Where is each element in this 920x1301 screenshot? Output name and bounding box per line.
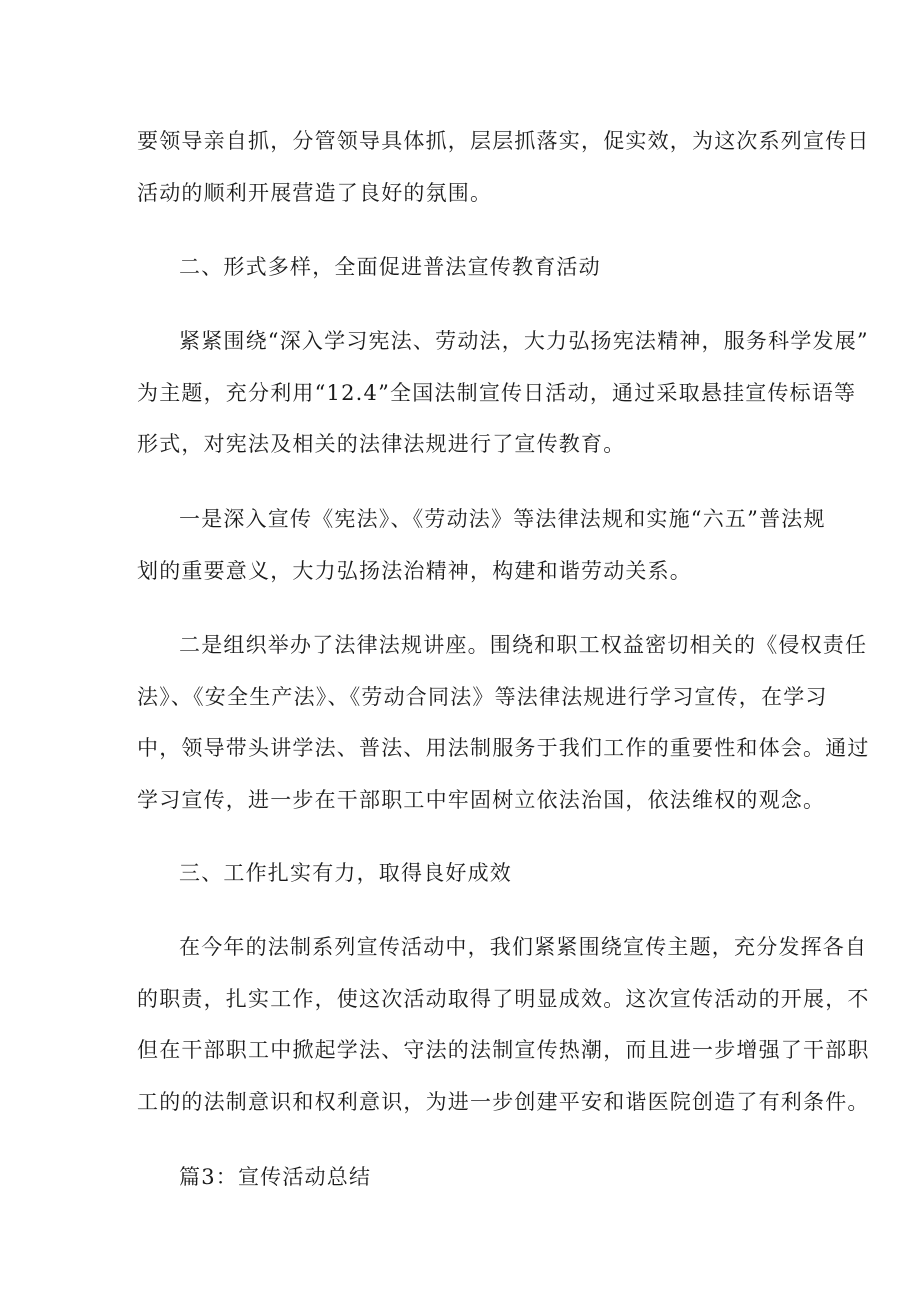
section-heading-3: 三、工作扎实有力，取得良好成效: [179, 861, 512, 885]
paragraph-line: 的职责，扎实工作，使这次活动取得了明显成效。这次宣传活动的开展，不: [137, 986, 870, 1011]
article-title: 篇3：宣传活动总结: [179, 1165, 372, 1189]
paragraph-line: 二是组织举办了法律法规讲座。围绕和职工权益密切相关的《侵权责任: [179, 633, 868, 657]
paragraph-line: 形式，对宪法及相关的法律法规进行了宣传教育。: [137, 432, 626, 456]
paragraph-line: 划的重要意义，大力弘扬法治精神，构建和谐劳动关系。: [137, 558, 692, 583]
paragraph-point-two: [137, 620, 870, 826]
paragraph-line: 法》、《安全生产法》、《劳动合同法》等法律法规进行学习宣传，在学习: [137, 684, 828, 709]
paragraph-line: 一是深入宣传《宪法》、《劳动法》等法律法规和实施“六五”普法规: [179, 507, 826, 531]
section-heading-2: 二、形式多样，全面促进普法宣传教育活动: [179, 255, 601, 279]
paragraph-point-one: [137, 494, 826, 597]
paragraph-line: 在今年的法制系列宣传活动中，我们紧紧围绕宣传主题，充分发挥各自: [179, 935, 868, 959]
paragraph-theme: [137, 316, 869, 471]
paragraph-line: 活动的顺利开展营造了良好的氛围。: [137, 180, 493, 205]
paragraph-line: 要领导亲自抓，分管领导具体抓，层层抓落实，促实效，为这次系列宣传日: [137, 129, 870, 153]
paragraph-results: [137, 922, 870, 1128]
paragraph-line: 工的的法制意识和权利意识，为进一步创建平安和谐医院创造了有利条件。: [137, 1089, 870, 1114]
paragraph-continuation: [137, 116, 870, 219]
paragraph-line: 学习宣传，进一步在干部职工中牢固树立依法治国，依法维权的观念。: [137, 787, 826, 812]
paragraph-line: 中，领导带头讲学法、普法、用法制服务于我们工作的重要性和体会。通过: [137, 736, 870, 760]
paragraph-line: 为主题，充分利用“12.4”全国法制宣传日活动，通过采取悬挂宣传标语等: [137, 380, 857, 405]
paragraph-line: 但在干部职工中掀起学法、守法的法制宣传热潮，而且进一步增强了干部职: [137, 1038, 870, 1062]
paragraph-line: 紧紧围绕“深入学习宪法、劳动法，大力弘扬宪法精神，服务科学发展”: [179, 329, 869, 353]
